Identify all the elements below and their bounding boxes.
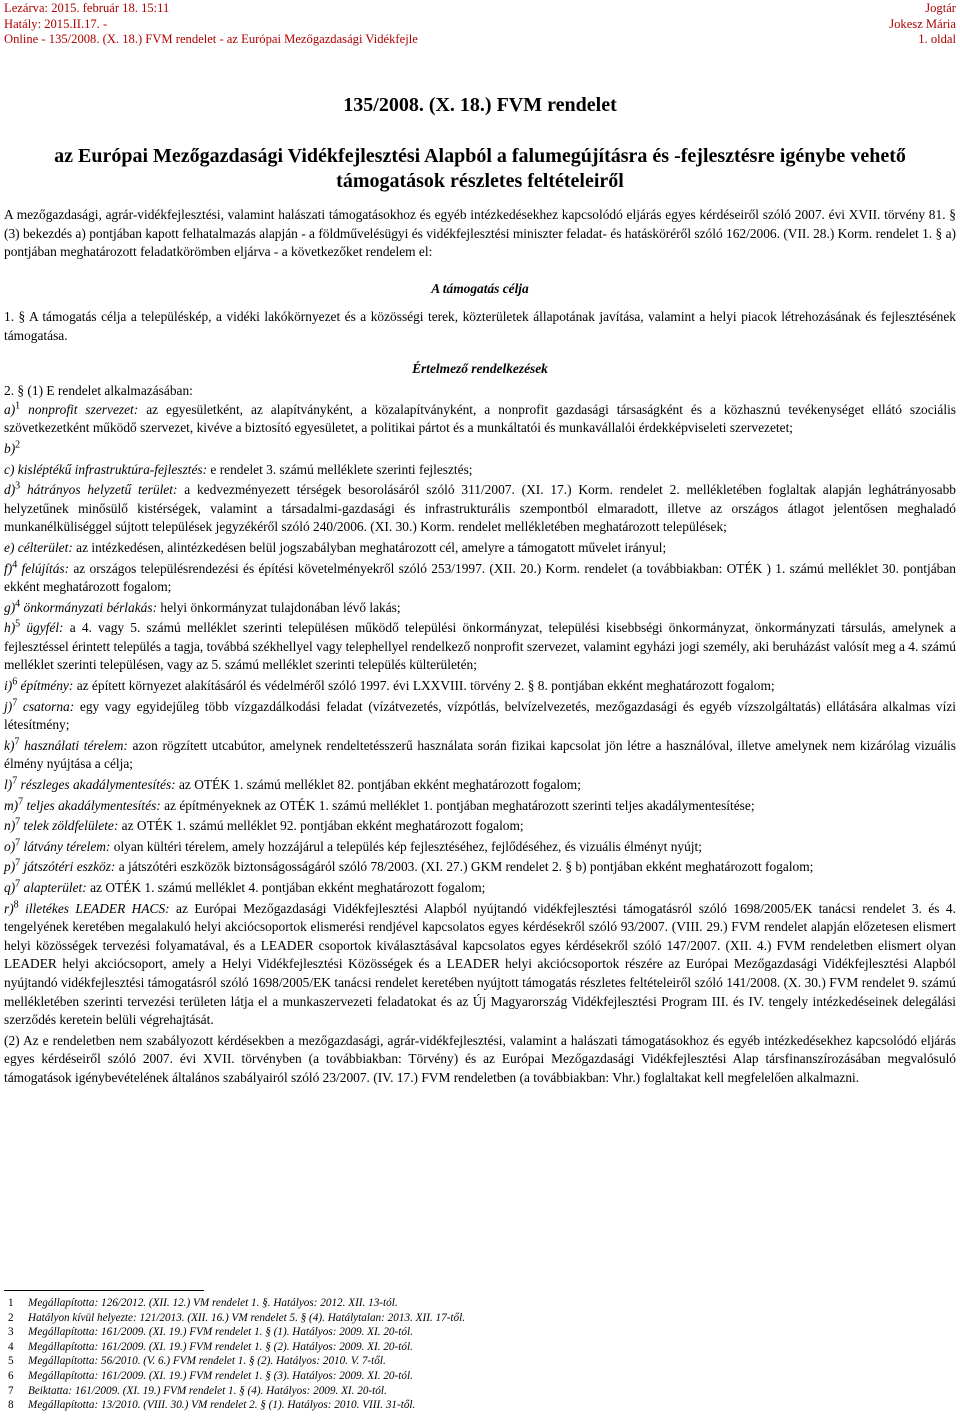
footnote-text: Megállapította: 161/2009. (XI. 19.) FVM rendelet 1. § (2). Hatályos: 2009. XI. 20-tól.: [28, 1340, 413, 1353]
definition-item: [4, 401, 956, 438]
definition-item: [4, 599, 956, 618]
definition-label: o): [4, 838, 16, 854]
definition-term: felújítás:: [21, 560, 70, 576]
definition-term: részleges akadálymentesítés:: [20, 777, 176, 793]
footnote-number: 3: [8, 1326, 14, 1339]
definition-text: az országos településrendezési és építési követelményekről szóló 253/1997. (XII. 20.) Korm. rendelet (a továbbiakban: OTÉK ) 1. számú melléklet 30. pontjában ekként meghatározott fogalom;: [4, 560, 956, 595]
definition-text: a játszótéri eszközök biztonságosságáról szóló 78/2003. (XI. 27.) GKM rendelet 2. § b) pontjában ekként meghatározott fogalom;: [115, 859, 814, 875]
footnote-text: Megállapította: 13/2010. (VIII. 30.) VM rendelet 2. § (1). Hatályos: 2010. VIII. 31-től.: [28, 1399, 416, 1412]
footnote-item: [8, 1384, 956, 1399]
footnote-reference[interactable]: 2: [15, 439, 21, 451]
definition-term: látvány térelem:: [23, 838, 111, 854]
definition-term: csatorna:: [22, 698, 75, 714]
footnote-reference[interactable]: 3: [15, 480, 21, 492]
footnote-number: 4: [8, 1340, 14, 1353]
footnote-number: 5: [8, 1355, 14, 1368]
footnote-item: [8, 1340, 956, 1355]
paragraph-2-2: (2) Az e rendeletben nem szabályozott kérdésekben a mezőgazdasági, agrár-vidékfejlesztési, valamint a halászati támogatásokhoz és egyéb intézkedésekhez kapcsolódó eljárás egyes kérdéseiről szóló 2007. évi XVII. törvényben (a továbbiakban: Törvény) és az Európai Mezőgazdasági Vidékfejlesztési Alap társfinanszírozásában megvalósuló támogatások igénybevételének általános szabályairól szóló 23/2007. (IV. 17.) FVM rendeletben (a továbbiakban: Vhr.) foglaltakat kell megfelelően alkalmazni.: [4, 1032, 956, 1085]
header-page-number: 1. oldal: [918, 32, 956, 47]
definition-label: a): [4, 401, 16, 417]
preamble: A mezőgazdasági, agrár-vidékfejlesztési, valamint halászati támogatásokhoz és egyéb intézkedésekhez kapcsolódó eljárás egyes kérdéseiről szóló 2007. évi XVII. törvény 81. § (3) bekezdés a) pontjában kapott felhatalmazás alapján - a földművelésügyi és vidékfejlesztési miniszter feladat- és hatásköréről szóló 162/2006. (VII. 28.) Korm. rendelet 1. § a) pontjában meghatározott feladatkörömben eljárva - a következőket rendelem el:: [4, 207, 956, 260]
definition-text: a 4. vagy 5. számú melléklet szerinti településen működő települési önkormányzat, települési kisebbségi önkormányzat, önkormányzati társulás, amelynek a fejlesztéssel érintett település a tagja, továbbá székhellyel vagy telephellyel rendelkező nonprofit szervezet, valamint egyházi jogi személy, aki beruházást valósít meg a 4. számú melléklet szerinti településen, vagy az 5. számú melléklet szerinti település külterületén;: [4, 620, 956, 673]
header-document-name: Online - 135/2008. (X. 18.) FVM rendelet - az Európai Mezőgazdasági Vidékfejle: [4, 32, 418, 47]
definition-text: az OTÉK 1. számú melléklet 92. pontjában ekként meghatározott fogalom;: [118, 818, 524, 834]
definition-text: egy vagy egyidejűleg több vízgazdálkodási feladat (vízátvezetés, vízpótlás, belvízelvezetés, mezőgazdasági és egyéb vízszolgáltatás) ellátására alkalmas vízi létesítmény;: [4, 698, 956, 733]
definition-text: az OTÉK 1. számú melléklet 82. pontjában ekként meghatározott fogalom;: [175, 777, 581, 793]
definition-label: i): [4, 678, 13, 694]
definition-text: az OTÉK 1. számú melléklet 4. pontjában ekként meghatározott fogalom;: [86, 880, 486, 895]
definition-label: n): [4, 818, 16, 834]
footnote-number: 1: [8, 1297, 14, 1309]
definition-item: [4, 737, 956, 774]
definition-label: h): [4, 620, 16, 636]
definitions-list: [4, 401, 956, 1030]
definition-item: [4, 879, 956, 898]
definition-text: az építményeknek az OTÉK 1. számú melléklet 1. pontjában meghatározott szerinti teljes akadálymentesítése;: [160, 797, 755, 813]
footnote-item: [8, 1311, 956, 1326]
document-subtitle: az Európai Mezőgazdasági Vidékfejlesztési Alapból a falumegújításra és -fejlesztésre igénybe vehető támogatások részletes feltételeiről: [54, 145, 906, 192]
document-title: 135/2008. (X. 18.) FVM rendelet: [343, 94, 617, 116]
definition-term: használati térelem:: [24, 737, 128, 753]
footnote-text: Megállapította: 126/2012. (XII. 12.) VM rendelet 1. §. Hatályos: 2012. XII. 13-tól.: [28, 1297, 398, 1309]
footnote-reference[interactable]: 7: [15, 857, 21, 869]
definition-item: [4, 900, 956, 1030]
definition-label: m): [4, 797, 19, 813]
paragraph-1: 1. § A támogatás célja a településkép, a vidéki lakókörnyezet és a közösségi terek, közterületek állapotának javítása, valamint a helyi piacok létrehozásának és fejlesztésének támogatása.: [4, 309, 956, 343]
header-closed-date: Lezárva: 2015. február 18. 15:11: [4, 1, 170, 15]
definition-label: c): [4, 461, 15, 477]
footnote-reference[interactable]: 7: [15, 878, 21, 890]
definition-item: [4, 817, 956, 836]
header-left: [4, 1, 418, 48]
definition-label: d): [4, 482, 16, 498]
definition-text: az egyesületként, az alapítványként, a közalapítványként, a nonprofit gazdasági társaságként és a közhasznú tevékenységet ellátó szociális szövetkezetként működő szervezet, kivéve a biztosító egyesületet, a politikai pártot és a munkáltatói és munkavállalói érdekképviseleti szervezetet;: [4, 401, 956, 436]
header-effective-date: Hatály: 2015.II.17. -: [4, 16, 108, 31]
definition-term: ügyfél:: [26, 620, 64, 636]
definition-term: telek zöldfelülete:: [23, 818, 119, 834]
definition-item: [4, 461, 956, 480]
definition-term: építmény:: [20, 678, 74, 694]
footnote-reference[interactable]: 7: [12, 775, 18, 787]
footnote-reference[interactable]: 4: [12, 559, 18, 571]
footnote-reference[interactable]: 6: [12, 676, 18, 688]
definition-text: az épített környezet alakításáról és védelméről szóló 1997. évi LXXVIII. törvény 2. § 8. pontjában ekként meghatározott fogalom;: [73, 678, 775, 694]
section-title-definitions: Értelmező rendelkezések: [412, 360, 548, 376]
definition-label: e): [4, 539, 15, 555]
definition-text: az intézkedésen, alintézkedésen belül jogszabályban meghatározott cél, amelyre a támogatott művelet irányul;: [72, 539, 667, 555]
header-licensee: Jokesz Mária: [889, 16, 956, 31]
footnote-number: 8: [8, 1399, 14, 1412]
definition-label: f): [4, 560, 13, 576]
footnote-reference[interactable]: 5: [15, 618, 21, 630]
footnote-item: [8, 1325, 956, 1340]
definition-text: olyan kültéri térelem, amely hozzájárul a település kép fejlesztéséhez, fejlődéséhez, és vizuális élményt nyújt;: [110, 838, 702, 854]
definition-label: p): [4, 859, 16, 875]
definition-text: az Európai Mezőgazdasági Vidékfejlesztési Alapból nyújtandó vidékfejlesztési támogatásról szóló 1698/2005/EK tanácsi rendelet 3. és 4. tengelyének keretében megalakuló helyi akciócsoportok elismerési rendjével kapcsolatos egyes kérdésekről szóló 93/2007. (VIII. 29.) FVM rendelet alapján előzetesen elismert helyi közösségek tervezési folyamatával, és a LEADER csoportok kiválasztásával kapcsolatos egyes kérdésekről szóló 147/2007. (XII. 4.) FVM rendeletben elismert olyan LEADER helyi akciócsoport, amely a Helyi Vidékfejlesztési Közösségek és a LEADER helyi akciócsoportok részére az Európai Mezőgazdasági Vidékfejlesztési Alapból nyújtandó vidékfejlesztési támogatásról szóló 1698/2005/EK tanácsi rendelet keretében nyújtott támogatás részletes feltételeiről szóló 141/2008. (X. 30.) FVM rendelet 9. számú mellékletében szerinti tervezési területen látja el a munkaszervezeti feladatokat és az Új Magyarország Vidékfejlesztési Program III. és IV. tengely intézkedéseinek delegálási szerződés keretein belüli végrehajtását.: [4, 900, 956, 1028]
definition-term: önkormányzati bérlakás:: [23, 599, 158, 615]
footnote-reference[interactable]: 7: [15, 816, 21, 828]
footnote-text: Megállapította: 56/2010. (V. 6.) FVM rendelet 1. § (2). Hatályos: 2010. V. 7-től.: [28, 1355, 386, 1368]
footnote-number: 7: [8, 1384, 14, 1397]
footnote-item: [8, 1296, 956, 1311]
footnote-text: Beiktatta: 161/2009. (XI. 19.) FVM rendelet 1. § (4). Hatályos: 2009. XI. 20-tól.: [28, 1384, 387, 1397]
definition-item: [4, 677, 956, 696]
definition-term: illetékes LEADER HACS:: [25, 900, 170, 916]
definition-term: teljes akadálymentesítés:: [26, 797, 161, 813]
footnote-number: 6: [8, 1369, 14, 1382]
footnote-text: Megállapította: 161/2009. (XI. 19.) FVM rendelet 1. § (1). Hatályos: 2009. XI. 20-tól.: [28, 1326, 413, 1339]
definition-label: l): [4, 777, 13, 793]
definition-text: a kedvezményezett térségek besorolásáról szóló 311/2007. (XI. 17.) Korm. rendelet 2. mellékletében foglaltak alapján leghátrányosabb helyzetűnek minősülő kistérségek, valamint a társadalmi-gazdasági és infrastrukturális szempontból elmaradott, illetve az országos átlagot jelentősen meghaladó munkanélküliséggel sújtott települések jegyzékéről szóló 240/2006. (XI. 30.) Korm. rendelet mellékletében meghatározott települések;: [4, 482, 957, 535]
footnote-text: Hatályon kívül helyezte: 121/2013. (XII. 16.) VM rendelet 5. § (4). Hatálytalan: 2013. XII. 17-től.: [28, 1311, 466, 1324]
footnotes: [8, 1296, 956, 1413]
definition-term: nonprofit szervezet:: [28, 401, 139, 417]
definition-label: g): [4, 599, 16, 615]
definition-term: kisléptékű infrastruktúra-fejlesztés:: [17, 461, 208, 477]
paragraph-2-intro: 2. § (1) E rendelet alkalmazásában:: [4, 383, 193, 399]
definition-term: játszótéri eszköz:: [23, 859, 116, 875]
footnote-item: [8, 1369, 956, 1384]
header-right: [889, 1, 956, 48]
definition-item: [4, 858, 956, 877]
document-body: [4, 206, 956, 1088]
footnote-reference[interactable]: 1: [15, 400, 21, 412]
footnote-item: [8, 1354, 956, 1369]
definition-term: célterület:: [17, 539, 73, 555]
footnote-item: [8, 1398, 956, 1413]
definition-text: helyi önkormányzat tulajdonában lévő lakás;: [157, 599, 401, 615]
footnote-reference[interactable]: 7: [14, 736, 20, 748]
section-title-purpose: A támogatás célja: [431, 280, 529, 296]
definition-item: [4, 698, 956, 735]
footnote-reference[interactable]: 7: [15, 837, 21, 849]
definition-item: [4, 838, 956, 857]
footnote-separator: [4, 1290, 204, 1291]
footnote-number: 2: [8, 1311, 14, 1324]
footnote-text: Megállapította: 161/2009. (XI. 19.) FVM rendelet 1. § (3). Hatályos: 2009. XI. 20-tól.: [28, 1369, 413, 1382]
definition-item: [4, 440, 956, 459]
definition-label: b): [4, 440, 16, 456]
footnote-reference[interactable]: 7: [12, 697, 18, 709]
definition-item: [4, 539, 956, 558]
footnote-reference[interactable]: 4: [15, 598, 21, 610]
definition-text: e rendelet 3. számú melléklete szerinti fejlesztés;: [207, 461, 473, 477]
definition-item: [4, 481, 956, 537]
definition-item: [4, 560, 956, 597]
definition-term: alapterület:: [23, 880, 87, 895]
header-publisher: Jogtár: [925, 1, 956, 15]
definition-item: [4, 619, 956, 675]
definition-label: j): [4, 698, 13, 714]
footnote-reference[interactable]: 8: [13, 899, 19, 911]
definition-term: hátrányos helyzetű terület:: [26, 482, 178, 498]
definition-label: k): [4, 737, 15, 753]
definition-item: [4, 797, 956, 816]
definition-label: r): [4, 900, 14, 916]
definition-text: azon rögzített utcabútor, amelynek rendeltetésszerű használata során fizikai kapcsolat jön létre a használóval, illetve amelynek nem kizárólag vizuális élmény nyújtása a célja;: [4, 737, 956, 772]
definition-item: [4, 776, 956, 795]
definition-label: q): [4, 880, 16, 895]
footnote-reference[interactable]: 7: [18, 796, 24, 808]
